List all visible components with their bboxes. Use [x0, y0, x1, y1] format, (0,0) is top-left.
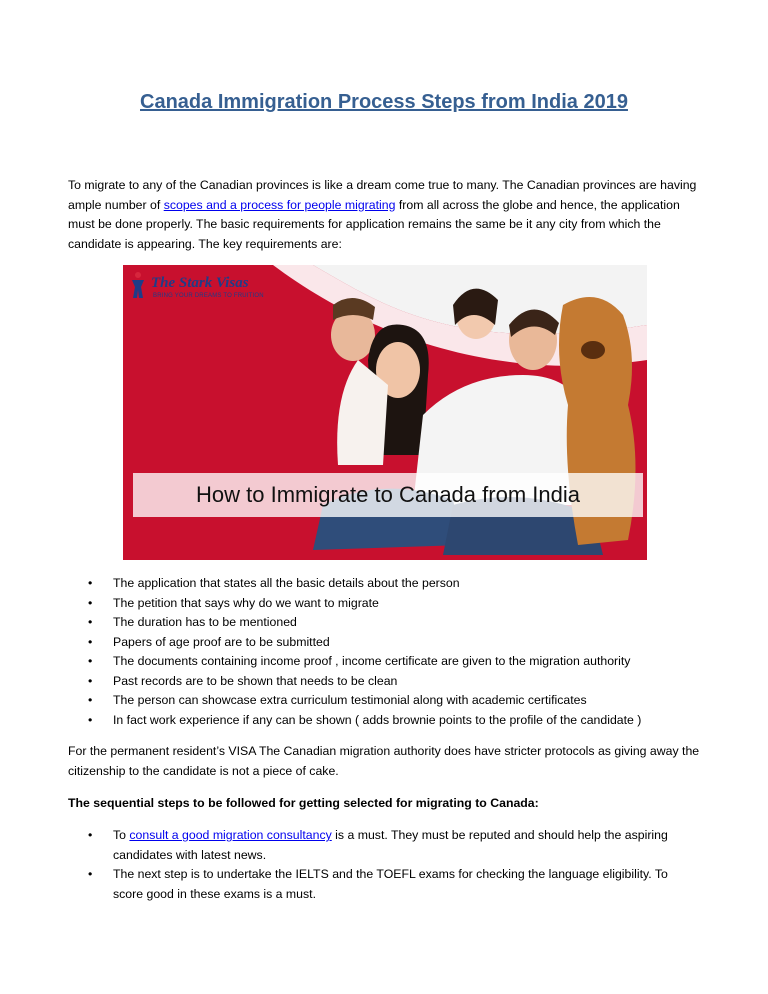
- bullet-icon: •: [88, 828, 93, 842]
- list-item: [68, 672, 698, 692]
- requirement-text: Past records are to be shown that needs to be clean: [113, 673, 398, 688]
- requirement-text: Papers of age proof are to be submitted: [113, 634, 330, 649]
- list-item: [68, 711, 698, 731]
- step1-text-start: To: [113, 828, 130, 842]
- bullet-icon: •: [88, 595, 93, 610]
- list-item: [68, 865, 698, 904]
- intro-text-end: from all across the globe and hence, the application must be done properly. The basic requirements for application remains the same be it any city from which the candidate is appearing. The key requirements are:: [68, 197, 680, 251]
- bullet-icon: •: [88, 634, 93, 649]
- steps-heading: The sequential steps to be followed for getting selected for migrating to Canada:: [68, 796, 539, 810]
- scopes-link[interactable]: scopes and a process for people migrating: [163, 197, 396, 212]
- intro-text-start: To migrate to any of the Canadian provinces is like a dream come true to many. The Canadian provinces are having ample number of: [68, 178, 697, 212]
- banner-caption: How to Immigrate to Canada from India: [196, 482, 580, 507]
- list-item: [68, 652, 698, 672]
- intro-paragraph: [68, 176, 704, 254]
- logo-tagline: BRING YOUR DREAMS TO FRUITION: [153, 293, 264, 299]
- bullet-icon: •: [88, 673, 93, 688]
- requirement-text: The petition that says why do we want to migrate: [113, 595, 379, 610]
- document-title: Canada Immigration Process Steps from India 2019: [140, 91, 628, 113]
- stark-visas-logo: [129, 271, 269, 307]
- immigration-banner-image: [123, 265, 647, 560]
- requirements-list: [68, 574, 698, 730]
- requirement-text: The person can showcase extra curriculum testimonial along with academic certificates: [113, 693, 587, 707]
- steps-list: [68, 826, 698, 904]
- step1-text-end: is a must. They must be reputed and should help the aspiring candidates with latest news.: [113, 828, 668, 862]
- bullet-icon: •: [88, 654, 93, 668]
- requirement-text: The duration has to be mentioned: [113, 615, 297, 629]
- requirement-text: In fact work experience if any can be shown ( adds brownie points to the profile of the candidate ): [113, 712, 642, 727]
- list-item: [68, 594, 698, 614]
- person-mark-icon: [129, 271, 147, 299]
- requirement-text: The application that states all the basic details about the person: [113, 576, 460, 590]
- requirement-text: The documents containing income proof , income certificate are given to the migration authority: [113, 654, 631, 668]
- bullet-icon: •: [88, 615, 93, 629]
- permanent-resident-paragraph: For the permanent resident’s VISA The Canadian migration authority does have stricter protocols as giving away the citizenship to the candidate is not a piece of cake.: [68, 744, 700, 778]
- consultancy-link[interactable]: consult a good migration consultancy: [129, 828, 332, 842]
- bullet-icon: •: [88, 576, 93, 590]
- bullet-icon: •: [88, 712, 93, 727]
- bullet-icon: •: [88, 693, 93, 707]
- list-item: [68, 574, 698, 594]
- logo-name: The Stark Visas: [151, 275, 249, 291]
- list-item: [68, 691, 698, 711]
- list-item: [68, 826, 698, 865]
- list-item: [68, 633, 698, 653]
- list-item: [68, 613, 698, 633]
- step2-text: The next step is to undertake the IELTS and the TOEFL exams for checking the language eligibility. To score good in these exams is a must.: [113, 867, 668, 901]
- bullet-icon: •: [88, 867, 93, 881]
